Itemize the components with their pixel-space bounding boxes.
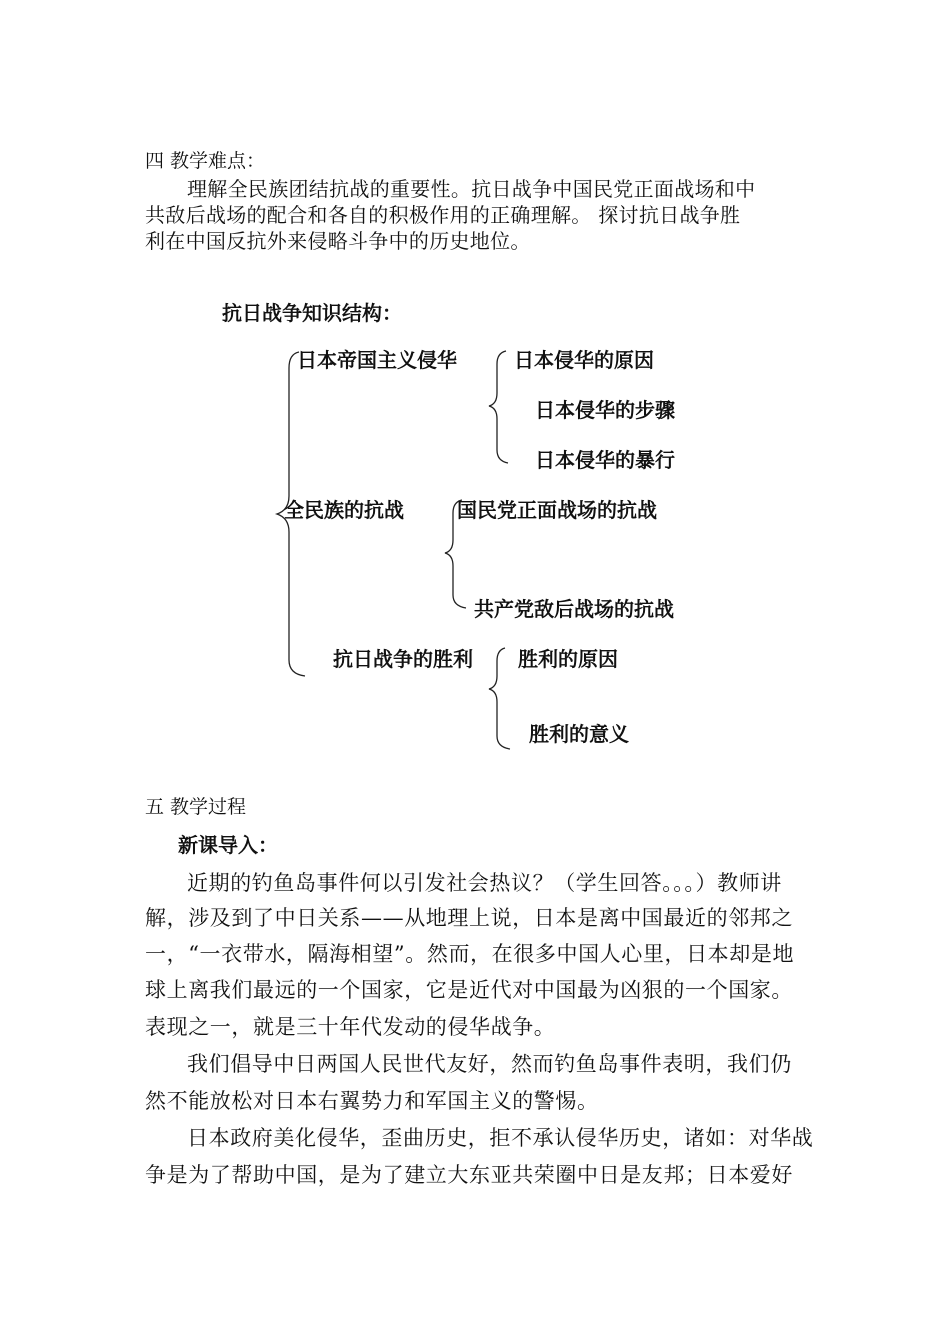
section-5-line-2: 解，涉及到了中日关系——从地理上说，日本是离中国最近的邻邦之 [145, 906, 793, 930]
branch-invasion-label: 日本帝国主义侵华 [297, 348, 457, 372]
branch-resistance-label: 全民族的抗战 [284, 498, 404, 522]
brace-victory [489, 648, 510, 749]
brace-invasion [489, 351, 508, 463]
resistance-item-kmt: 国民党正面战场的抗战 [457, 498, 657, 522]
section-5-heading: 五 教学过程 [145, 796, 247, 818]
section-5-line-4: 球上离我们最远的一个国家，它是近代对中国最为凶狠的一个国家。 [145, 978, 793, 1002]
section-5-line-5: 表现之一，就是三十年代发动的侵华战争。 [145, 1015, 556, 1039]
section-5-subheading: 新课导入： [178, 833, 278, 857]
section-5-line-6: 我们倡导中日两国人民世代友好，然而钓鱼岛事件表明，我们仍 [187, 1052, 792, 1076]
victory-item-significance: 胜利的意义 [529, 722, 629, 746]
victory-item-reasons: 胜利的原因 [518, 647, 618, 671]
section-5-line-1: 近期的钓鱼岛事件何以引发社会热议？（学生回答。。。）教师讲 [187, 871, 782, 895]
invasion-item-cause: 日本侵华的原因 [514, 348, 654, 372]
invasion-item-atrocities: 日本侵华的暴行 [535, 448, 675, 472]
section-5-line-9: 争是为了帮助中国，是为了建立大东亚共荣圈中日是友邦；日本爱好 [145, 1163, 793, 1187]
invasion-item-steps: 日本侵华的步骤 [535, 398, 675, 422]
section-5-line-3: 一，“一衣带水，隔海相望”。然而，在很多中国人心里，日本却是地 [145, 942, 795, 966]
section-4-line-2: 共敌后战场的配合和各自的积极作用的正确理解。 探讨抗日战争胜 [145, 203, 741, 227]
section-4-heading: 四 教学难点： [145, 150, 266, 172]
section-5-line-7: 然不能放松对日本右翼势力和军国主义的警惕。 [145, 1089, 599, 1113]
branch-victory-label: 抗日战争的胜利 [333, 647, 473, 671]
structure-title: 抗日战争知识结构： [222, 301, 402, 325]
resistance-item-cpc: 共产党敌后战场的抗战 [474, 597, 674, 621]
section-4-line-3: 利在中国反抗外来侵略斗争中的历史地位。 [145, 229, 531, 253]
section-4-line-1: 理解全民族团结抗战的重要性。抗日战争中国民党正面战场和中 [187, 177, 756, 201]
section-5-line-8: 日本政府美化侵华，歪曲历史，拒不承认侵华历史，诸如：对华战 [187, 1126, 814, 1150]
